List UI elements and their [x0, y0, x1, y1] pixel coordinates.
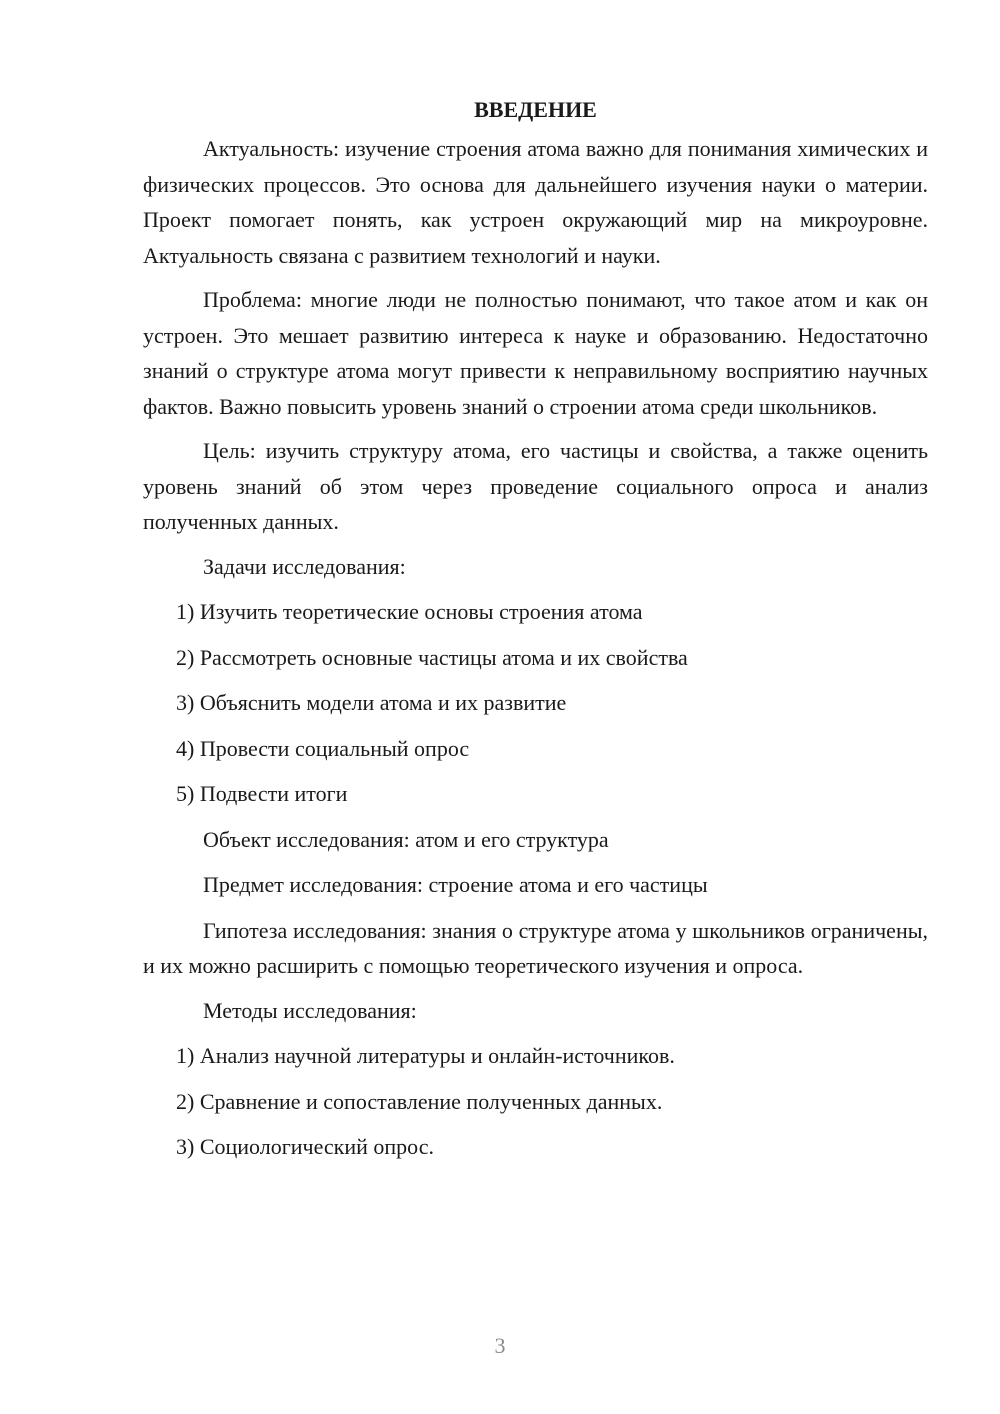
methods-heading: Методы исследования: [203, 997, 417, 1023]
list-item: 2) Рассмотреть основные частицы атома и их свойства [176, 644, 688, 670]
goal-paragraph: Цель: изучить структуру атома, его частицы и свойства, а также оценить уровень знаний об этом через проведение социального опроса и анализ полученных данных. [143, 438, 928, 534]
list-item: 1) Изучить теоретические основы строения атома [176, 599, 643, 624]
section-title: ВВЕДЕНИЕ [474, 97, 597, 122]
tasks-list [143, 594, 928, 812]
list-item: 3) Социологический опрос. [176, 1134, 434, 1159]
research-object: Объект исследования: атом и его структура [203, 826, 609, 852]
list-item: 5) Подвести итоги [176, 781, 348, 806]
list-item: 1) Анализ научной литературы и онлайн-источников. [176, 1043, 675, 1068]
problem-paragraph: Проблема: многие люди не полностью понимают, что такое атом и как он устроен. Это мешает развитию интереса к науке и образованию. Недостаточно знаний о структуре атома могут привести к неправильному восприятию научных фактов. Важно повысить уровень знаний о строении атома среди школьников. [143, 287, 928, 419]
page-number: 3 [494, 1333, 506, 1358]
tasks-heading: Задачи исследования: [203, 553, 406, 579]
document-page [143, 92, 928, 1175]
list-item: 2) Сравнение и сопоставление полученных данных. [176, 1088, 663, 1114]
hypothesis-paragraph: Гипотеза исследования: знания о структуре атома у школьников ограничены, и их можно расширить с помощью теоретического изучения и опроса. [143, 917, 928, 978]
methods-list [143, 1038, 928, 1165]
list-item: 4) Провести социальный опрос [176, 735, 470, 761]
list-item: 3) Объяснить модели атома и их развитие [176, 690, 567, 715]
research-subject: Предмет исследования: строение атома и его частицы [203, 872, 708, 897]
relevance-paragraph: Актуальность: изучение строения атома важно для понимания химических и физических процессов. Это основа для дальнейшего изучения науки о материи. Проект помогает понять, как устроен окружающий мир на микроуровне. Актуальность связана с развитием технологий и науки. [143, 136, 928, 268]
